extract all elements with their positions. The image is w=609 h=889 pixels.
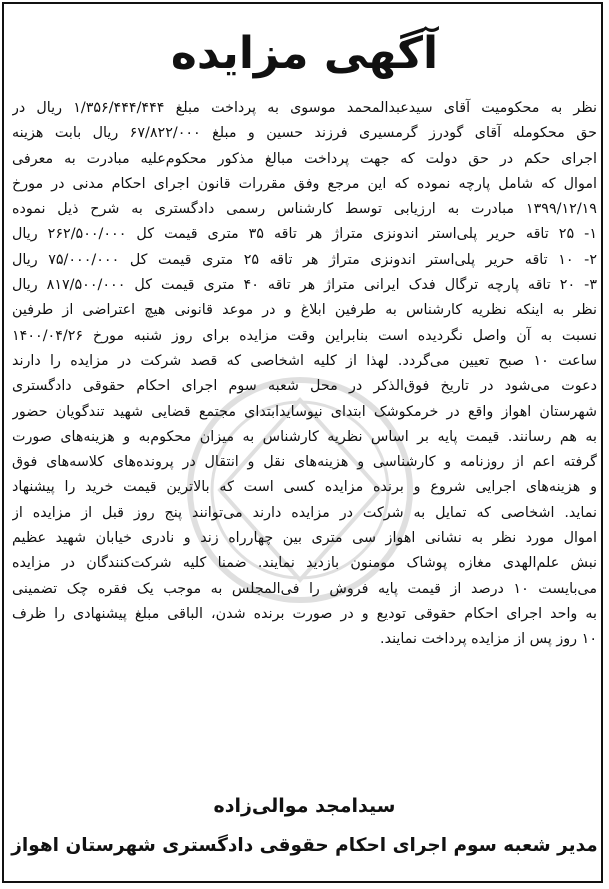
signature-title: مدیر شعبه سوم اجرای احکام حقوقی دادگستری شهرستان اهواز bbox=[11, 835, 598, 856]
body-line: دعوت می‌شود در تاریخ فوق‌الذکر در محل شعبه سوم اجرای احکام حقوقی دادگستری bbox=[12, 378, 597, 395]
body-line: به هم رسانند. قیمت پایه بر اساس نظریه کارشناس به میزان محکوم‌به و هزینه‌های صورت bbox=[12, 428, 597, 445]
body-line: نظر به محکومیت آقای سیدعبدالمحمد موسوی به پرداخت مبلغ ۱/۳۵۶/۴۴۴/۴۴۴ ریال در bbox=[12, 100, 597, 116]
item-line-1: ۱- ۲۵ تاقه حریر پلی‌استر اندونزی متراژ هر تاقه ۳۵ متری قیمت کل ۲۶۲/۵۰۰/۰۰۰ ریال bbox=[12, 226, 597, 243]
body-line: و هزینه‌های اجرایی شروع و برنده مزایده کسی است که بالاترین قیمت خرید را پیشنهاد bbox=[12, 479, 597, 496]
item-line-3: ۳- ۲۰ تاقه پارچه ترگال فدک ایرانی متراژ هر تاقه ۴۰ متری قیمت کل ۸۱۷/۵۰۰/۰۰۰ ریال bbox=[12, 277, 597, 294]
body-line: اموال که شامل پارچه نموده که این مرجع وفق مقررات قانون اجرای احکام مدنی در مورخ bbox=[12, 175, 597, 192]
body-line: به واحد اجرای احکام حقوقی تودیع و در صورت برنده شدن، الباقی مبلغ پیشنهادی را ظرف bbox=[12, 605, 597, 622]
body-line-last: ۱۰ روز پس از مزایده پرداخت نمایند. bbox=[380, 631, 597, 648]
body-line: گرفته اعم از روزنامه و کارشناسی و هزینه‌های نقل و انتقال در پرونده‌های کلاسه‌های فوق bbox=[12, 454, 597, 471]
body-line: اموال مورد نظر به نشانی اهواز سی متری بین چهارراه زند و نادری خیابان شهید عظیم bbox=[12, 530, 597, 547]
body-line: نماید. اشخاصی که تمایل به شرکت در مزایده دارند می‌توانند پنج روز قبل از مزایده از bbox=[12, 504, 597, 521]
body-line: حق محکومله آقای گودرز گرمسیری فرزند حسین و مبلغ ۶۷/۸۲۲/۰۰۰ ریال بابت هزینه bbox=[12, 125, 597, 142]
body-line: نبش علم‌الهدی مغازه پوشاک مومنون بازدید نمایند. ضمنا کلیه شرکت‌کنندگان در مزایده bbox=[12, 555, 597, 572]
body-line: نظر به اینکه نظریه کارشناس به طرفین ابلاغ و در موعد قانونی هیچ اعتراضی از طرفین bbox=[12, 302, 597, 319]
body-line: شهرستان اهواز واقع در خرمکوشک ابتدای نیوسایدابتدای مجتمع قضایی شهید تندگویان حضور bbox=[12, 403, 597, 420]
item-line-2: ۲- ۱۰ تاقه حریر پلی‌استر اندونزی متراژ هر تاقه ۲۵ متری قیمت کل ۷۵/۰۰۰/۰۰۰ ریال bbox=[12, 251, 597, 268]
notice-title: آگهی مزایده bbox=[170, 28, 439, 79]
body-line: ساعت ۱۰ صبح تعیین می‌گردد. لهذا از کلیه اشخاصی که قصد شرکت در مزایده را دارند bbox=[12, 352, 597, 369]
body-line: می‌بایست ۱۰ درصد از قیمت پایه فروش را فی‌المجلس به موجب یک فقره چک تضمینی bbox=[12, 580, 597, 597]
body-line: نسبت به آن واصل نگردیده است بنابراین وقت مزایده برای روز شنبه مورخ ۱۴۰۰/۰۴/۲۶ bbox=[12, 327, 597, 344]
body-line: اجرای حکم در حق دولت که جهت پرداخت مبالغ مذکور محکوم‌علیه مبادرت به معرفی bbox=[12, 150, 597, 167]
signature-name: سیدامجد موالی‌زاده bbox=[213, 795, 396, 817]
notice-body bbox=[12, 96, 597, 653]
body-line: ۱۳۹۹/۱۲/۱۹ مبادرت به ارزیابی توسط کارشناس رسمی دادگستری به شرح ذیل نموده bbox=[12, 201, 597, 218]
